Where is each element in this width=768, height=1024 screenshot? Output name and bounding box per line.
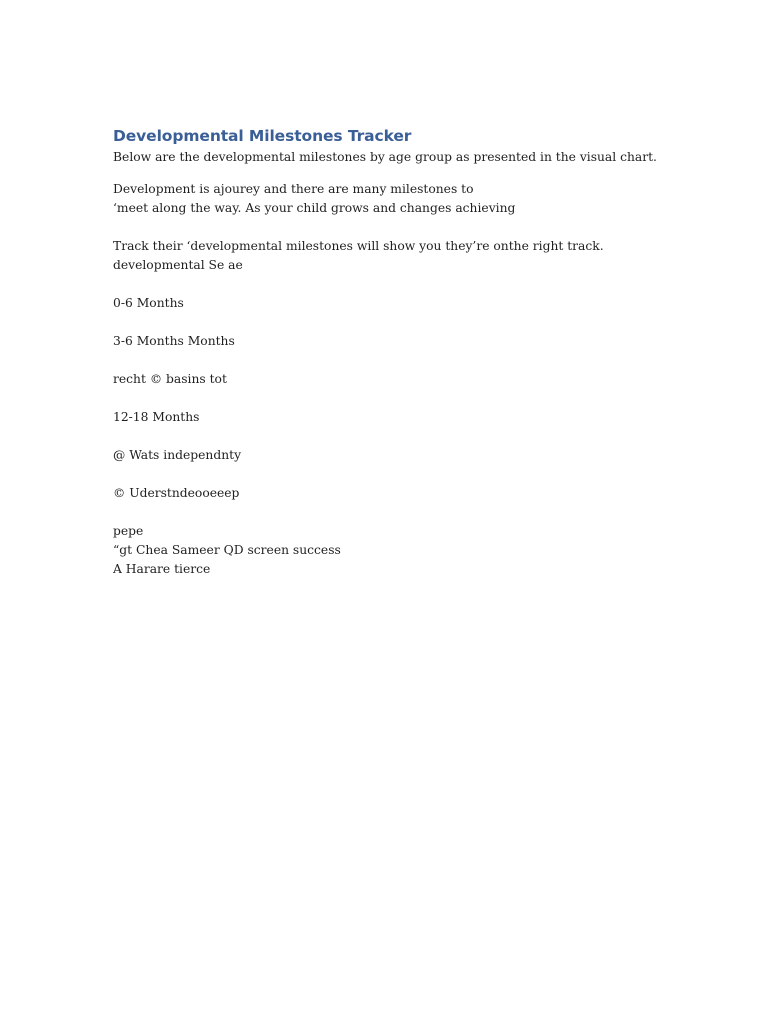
milestone-line: © Uderstndeooeeep: [113, 486, 240, 500]
milestone-line: recht © basins tot: [113, 372, 227, 386]
age-group-heading: 0-6 Months: [113, 296, 184, 310]
milestone-line: @ Wats independnty: [113, 448, 242, 462]
document-title: Developmental Milestones Tracker: [113, 127, 412, 145]
paragraph-line: developmental Se ae: [113, 258, 243, 272]
paragraph-line: Track their ‘developmental milestones will show you they’re onthe right track.: [113, 239, 604, 253]
milestone-line: “gt Chea Sameer QD screen success: [113, 543, 341, 557]
milestone-line: pepe: [113, 524, 144, 538]
paragraph-line: ‘meet along the way. As your child grows and changes achieving: [113, 201, 516, 215]
paragraph-line: Development is ajourey and there are many milestones to: [113, 182, 474, 196]
milestone-line: A Harare tierce: [113, 562, 211, 576]
document-body: [113, 124, 673, 579]
age-group-heading: 12-18 Months: [113, 410, 200, 424]
intro-text: Below are the developmental milestones by age group as presented in the visual chart.: [113, 150, 657, 164]
age-group-heading: 3-6 Months Months: [113, 334, 235, 348]
